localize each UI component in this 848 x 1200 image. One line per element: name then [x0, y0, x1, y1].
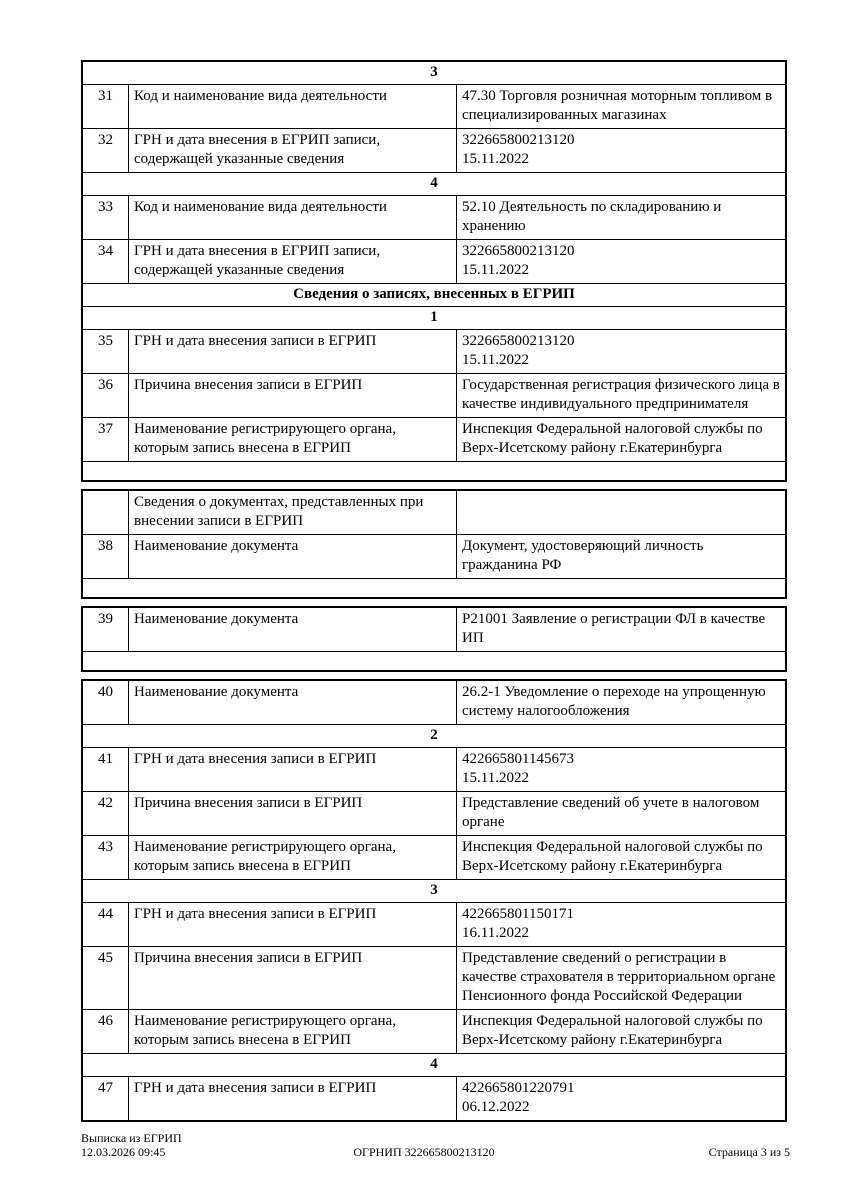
table-row [83, 330, 785, 374]
row-number-cell [83, 491, 129, 534]
table-row [83, 903, 785, 947]
row-number-cell: 46 [83, 1010, 129, 1053]
field-label-cell: Сведения о документах, представленных при внесении записи в ЕГРИП [129, 491, 457, 534]
field-value-cell [457, 836, 785, 879]
group-header-row [83, 880, 785, 903]
field-label-cell: ГРН и дата внесения записи в ЕГРИП [129, 1077, 457, 1120]
row-number-cell: 31 [83, 85, 129, 128]
row-number-cell: 45 [83, 947, 129, 1009]
field-value-line: 322665800213120 [462, 132, 575, 148]
footer-doc-type: Выписка из ЕГРИП [81, 1131, 182, 1145]
field-value-cell [457, 792, 785, 835]
field-value-cell [457, 608, 785, 651]
field-value-line: 422665801220791 [462, 1080, 575, 1096]
field-label-cell: Наименование регистрирующего органа, которым запись внесена в ЕГРИП [129, 836, 457, 879]
table-row [83, 836, 785, 880]
field-label-cell: Наименование документа [129, 681, 457, 724]
field-value-cell [457, 330, 785, 373]
row-number-cell: 43 [83, 836, 129, 879]
table-row [83, 85, 785, 129]
table-segment [81, 489, 787, 599]
field-label-cell: Код и наименование вида деятельности [129, 85, 457, 128]
group-header-row [83, 725, 785, 748]
row-number-cell: 40 [83, 681, 129, 724]
field-value-cell [457, 535, 785, 578]
spacer-row [83, 462, 785, 480]
table-row [83, 196, 785, 240]
row-number-cell: 33 [83, 196, 129, 239]
row-number-cell: 39 [83, 608, 129, 651]
field-value-line: Представление сведений о регистрации в качестве страхователя в территориальном органе Пенсионного фонда Российской Федерации [462, 950, 776, 1004]
field-label-cell: Причина внесения записи в ЕГРИП [129, 947, 457, 1009]
group-header-label: 2 [430, 727, 438, 743]
field-value-line: 15.11.2022 [462, 151, 529, 167]
group-header-row [83, 62, 785, 85]
row-number-cell: 38 [83, 535, 129, 578]
row-number-cell: 32 [83, 129, 129, 172]
field-label-cell: Наименование регистрирующего органа, которым запись внесена в ЕГРИП [129, 1010, 457, 1053]
field-value-cell [457, 947, 785, 1009]
table-row [83, 491, 785, 535]
field-value-line: 16.11.2022 [462, 925, 529, 941]
field-value-cell [457, 1010, 785, 1053]
field-value-line: Р21001 Заявление о регистрации ФЛ в качестве ИП [462, 611, 766, 646]
group-header-label: 3 [430, 64, 438, 80]
field-value-line: 322665800213120 [462, 333, 575, 349]
table-row [83, 1077, 785, 1120]
group-header-label: 1 [430, 309, 438, 325]
field-value-cell [457, 85, 785, 128]
field-value-cell [457, 903, 785, 946]
spacer-row [83, 652, 785, 670]
field-value-line: Документ, удостоверяющий личность гражданина РФ [462, 538, 704, 573]
row-number-cell: 47 [83, 1077, 129, 1120]
table-row [83, 535, 785, 579]
field-value-line: 52.10 Деятельность по складированию и хранению [462, 199, 722, 234]
table-row [83, 681, 785, 725]
row-number-cell: 44 [83, 903, 129, 946]
field-value-line: 15.11.2022 [462, 352, 529, 368]
group-header-label: 3 [430, 882, 438, 898]
row-number-cell: 36 [83, 374, 129, 417]
field-value-cell [457, 418, 785, 461]
field-value-line: 06.12.2022 [462, 1099, 530, 1115]
table-row [83, 240, 785, 284]
field-value-line: 26.2-1 Уведомление о переходе на упрощенную систему налогообложения [462, 684, 766, 719]
group-header-row [83, 1054, 785, 1077]
table-row [83, 374, 785, 418]
footer-ogrnip: ОГРНИП 322665800213120 [353, 1145, 495, 1159]
group-header-label: 4 [430, 1056, 438, 1072]
table-row [83, 792, 785, 836]
field-label-cell: ГРН и дата внесения записи в ЕГРИП [129, 903, 457, 946]
group-header-label: 4 [430, 175, 438, 191]
table-segment [81, 60, 787, 482]
spacer-row [83, 579, 785, 597]
field-value-cell [457, 491, 785, 534]
row-number-cell: 42 [83, 792, 129, 835]
field-value-line: Инспекция Федеральной налоговой службы по Верх-Исетскому району г.Екатеринбурга [462, 839, 763, 874]
field-label-cell: Причина внесения записи в ЕГРИП [129, 374, 457, 417]
group-header-row [83, 307, 785, 330]
footer-datetime: 12.03.2026 09:45 [81, 1145, 166, 1159]
field-value-line: 15.11.2022 [462, 770, 529, 786]
field-value-cell [457, 240, 785, 283]
table-row [83, 418, 785, 462]
row-number-cell: 34 [83, 240, 129, 283]
field-value-line: 422665801150171 [462, 906, 574, 922]
field-value-line: 47.30 Торговля розничная моторным топливом в специализированных магазинах [462, 88, 773, 123]
table-row [83, 129, 785, 173]
field-value-line: 15.11.2022 [462, 262, 529, 278]
field-label-cell: ГРН и дата внесения в ЕГРИП записи, содержащей указанные сведения [129, 129, 457, 172]
table-row [83, 748, 785, 792]
field-value-line: Представление сведений об учете в налоговом органе [462, 795, 760, 830]
field-value-cell [457, 129, 785, 172]
table-row [83, 608, 785, 652]
field-label-cell: Наименование регистрирующего органа, которым запись внесена в ЕГРИП [129, 418, 457, 461]
table-row [83, 947, 785, 1010]
row-number-cell: 41 [83, 748, 129, 791]
field-label-cell: Причина внесения записи в ЕГРИП [129, 792, 457, 835]
group-header-row [83, 173, 785, 196]
table-segment [81, 679, 787, 1122]
field-value-cell [457, 748, 785, 791]
egrip-table [81, 60, 787, 1122]
field-value-cell [457, 196, 785, 239]
field-value-line: 422665801145673 [462, 751, 574, 767]
field-value-cell [457, 681, 785, 724]
field-label-cell: ГРН и дата внесения записи в ЕГРИП [129, 330, 457, 373]
field-label-cell: Наименование документа [129, 535, 457, 578]
section-header-label: Сведения о записях, внесенных в ЕГРИП [293, 286, 575, 302]
table-row [83, 1010, 785, 1054]
section-header-row [83, 284, 785, 307]
field-label-cell: ГРН и дата внесения в ЕГРИП записи, содержащей указанные сведения [129, 240, 457, 283]
field-value-line: Инспекция Федеральной налоговой службы по Верх-Исетскому району г.Екатеринбурга [462, 421, 763, 456]
table-segment [81, 606, 787, 672]
field-label-cell: Наименование документа [129, 608, 457, 651]
footer-page-number: Страница 3 из 5 [708, 1145, 790, 1159]
field-value-cell [457, 374, 785, 417]
field-value-line: Инспекция Федеральной налоговой службы по Верх-Исетскому району г.Екатеринбурга [462, 1013, 763, 1048]
field-value-cell [457, 1077, 785, 1120]
row-number-cell: 35 [83, 330, 129, 373]
field-value-line: Государственная регистрация физического лица в качестве индивидуального предпринимателя [462, 377, 780, 412]
field-value-line: 322665800213120 [462, 243, 575, 259]
field-label-cell: ГРН и дата внесения записи в ЕГРИП [129, 748, 457, 791]
row-number-cell: 37 [83, 418, 129, 461]
field-label-cell: Код и наименование вида деятельности [129, 196, 457, 239]
